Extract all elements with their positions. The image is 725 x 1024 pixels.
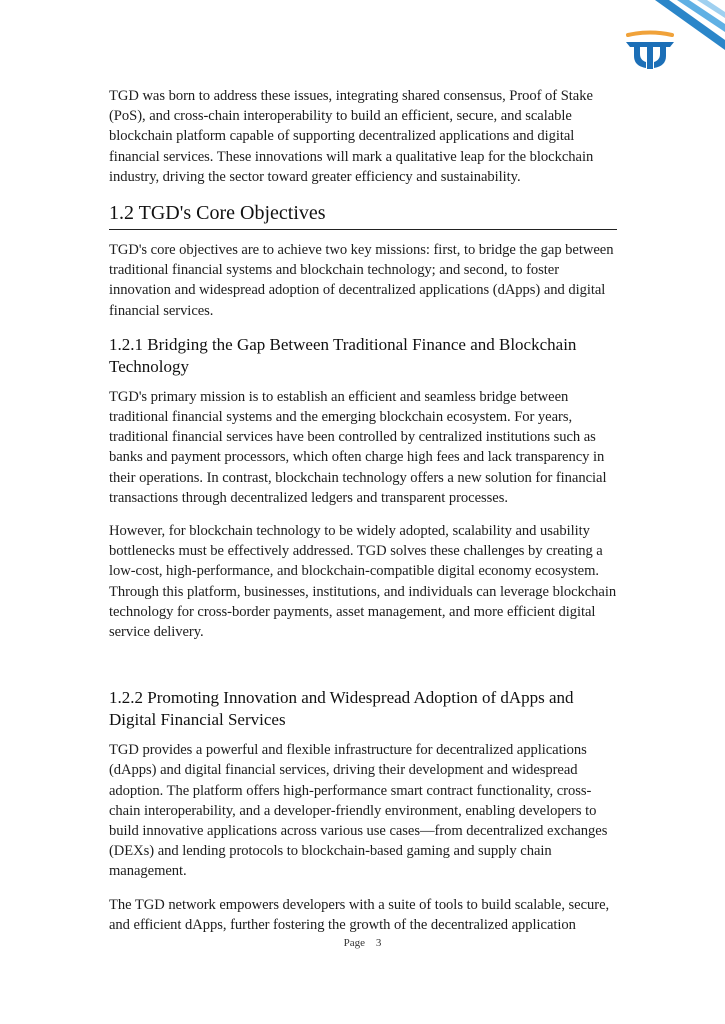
section-heading-1-2: 1.2 TGD's Core Objectives [109, 200, 617, 230]
section-1-2-2-paragraph-2: The TGD network empowers developers with a suite of tools to build scalable, secure, and efficient dApps, further fostering the growth of the decentralized application [109, 896, 610, 933]
intro-paragraph: TGD was born to address these issues, integrating shared consensus, Proof of Stake (PoS), and cross-chain interoperability to build an efficient, secure, and scalable blockchain platform capable of supporting decentralized applications and digital financial services. These innovations will mark a qualitative leap for the blockchain industry, driving the sector toward greater efficiency and sustainability. [109, 88, 594, 185]
page-label: Page [343, 937, 366, 949]
section-1-2-2-paragraph-1: TGD provides a powerful and flexible infrastructure for decentralized applications (dApps) and digital financial services, driving their development and widespread adoption. The platform offers high-performance smart contract functionality, cross-chain interoperability, and a developer-friendly environment, enabling developers to build innovative applications across various use cases—from decentralized exchanges (DEXs) and lending protocols to blockchain-based gaming and supply chain management. [109, 742, 608, 880]
section-1-2-paragraph: TGD's core objectives are to achieve two key missions: first, to bridge the gap between traditional financial systems and blockchain technology; and second, to foster innovation and widespread adoption of decentralized applications (dApps) and digital financial services. [109, 242, 614, 319]
section-1-2-1-paragraph-1: TGD's primary mission is to establish an efficient and seamless bridge between traditional financial systems and the emerging blockchain ecosystem. For years, traditional financial services have been controlled by centralized institutions such as banks and payment processors, which often charge high fees and lack transparency in their operations. In contrast, blockchain technology offers a new solution for financial transactions through decentralized ledgers and transparent processes. [109, 388, 607, 506]
tgd-logo-icon [620, 26, 680, 72]
section-spacer [109, 655, 617, 683]
document-body [109, 86, 617, 948]
page-number: 3 [375, 937, 382, 949]
section-heading-1-2-2: 1.2.2 Promoting Innovation and Widespread Adoption of dApps and Digital Financial Services [109, 688, 574, 730]
page-footer [0, 937, 725, 949]
section-1-2-1-paragraph-2: However, for blockchain technology to be widely adopted, scalability and usability bottlenecks must be effectively addressed. TGD solves these challenges by creating a low-cost, high-performance, and blockchain-compatible digital economy ecosystem. Through this platform, businesses, institutions, and individuals can leverage blockchain technology for cross-border payments, asset management, and more efficient digital service delivery. [109, 523, 617, 641]
section-heading-1-2-1: 1.2.1 Bridging the Gap Between Traditional Finance and Blockchain Technology [109, 334, 577, 376]
